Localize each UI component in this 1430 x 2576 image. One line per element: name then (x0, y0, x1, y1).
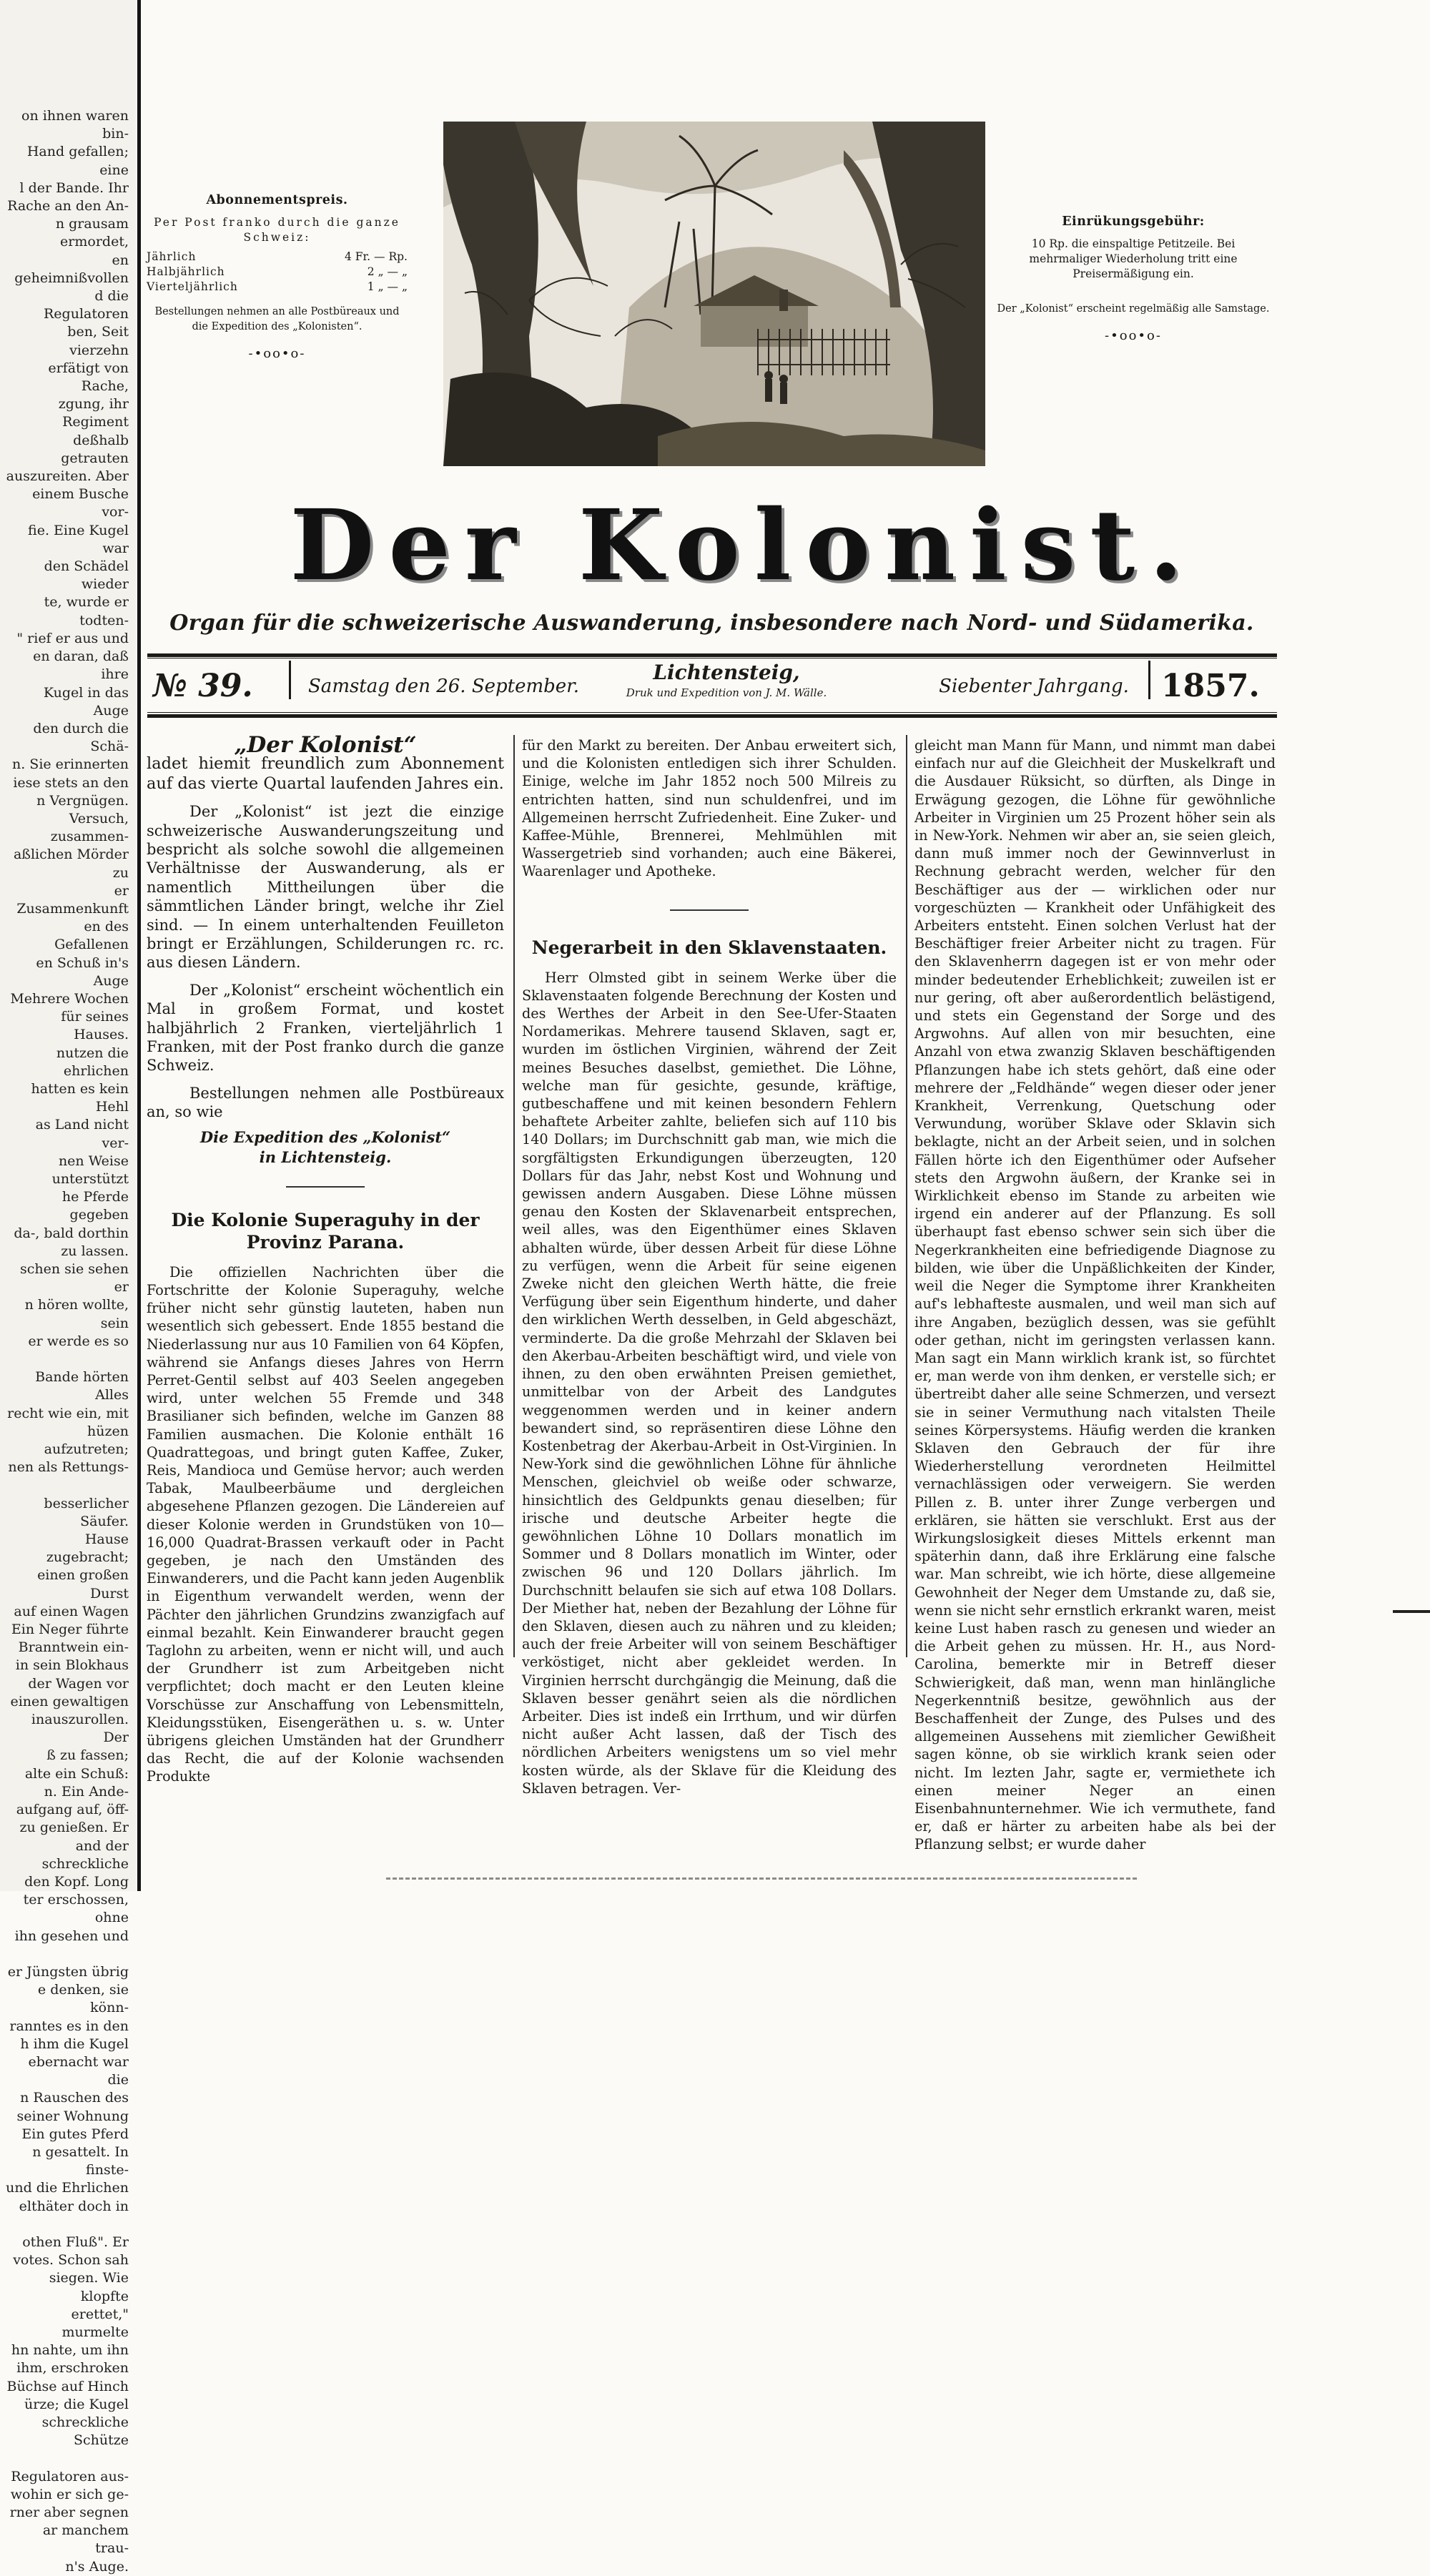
price-period: Vierteljährlich (147, 280, 238, 293)
column-1 (147, 732, 504, 1786)
issue-info-bar (147, 661, 1277, 711)
page-edge-shadow (137, 0, 141, 1891)
price-row (147, 250, 408, 265)
price-period: Jährlich (147, 250, 197, 263)
subscription-price-box (147, 193, 408, 361)
price-value: 1 „ — „ (367, 280, 408, 293)
publication-note: Der „Kolonist“ erscheint regelmäßig alle Samstage. (997, 303, 1270, 315)
adjacent-page-strip (0, 0, 136, 2575)
article-continuation: für den Markt zu bereiten. Der Anbau erweitert sich, und die Kolonisten entledigen sich ihrer Schulden. Einige, welche im Jahr 1852 noch 500 Milreis zu entrichten hatten, sind nun schuldenfrei, und im Allgemeinen herrscht Zufriedenheit. Eine Zuker- und Kaffee-Mühle, Brennerei, Mehlmühlen mit Wassergetrieb sind vorhanden; auch eine Bäkerei, Waarenlager und Apotheke. (522, 737, 897, 880)
subscription-ad-paragraph: Der „Kolonist“ erscheint wöchentlich ein Mal in großem Format, und kostet halbjährlich 2 Franken, vierteljährlich 1 Franken, mit der Post franko durch die ganze Schweiz. (147, 981, 504, 1075)
scan-edge-marks (386, 1867, 1137, 1880)
printer-line: Druk und Expedition von J. M. Wälle. (626, 686, 827, 699)
adjacent-page-text: on ihnen waren bin- Hand gefallen; eine l der Bande. Ihr Rache an den An- n grausam ermordet, en geheimnißvollen d die Regulatoren ben, Seit vierzehn erfätigt von Rache, zgung, ihr Regiment deßhalb getrauten auszureiten. Aber einem Busche vor- fie. Eine Kugel war den Schädel wieder te, wurde er todten- " rief er aus und en daran, daß ihre Kugel in das Auge den durch die Schä- n. Sie erinnerten iese stets an den n Vergnügen. Versuch, zusammen- aßlichen Mörder zu er Zusammenkunft en des Gefallenen en Schuß in's Auge Mehrere Wochen für seines Hauses. nutzen die ehrlichen hatten es kein Hehl as Land nicht ver- nen Weise unterstützt he Pferde gegeben da-, bald dorthin zu lassen. schen sie sehen er n hören wollte, sein er werde es so Bande hörten Alles recht wie ein, mit hüzen aufzutreten; nen als Rettungs- besserlicher Säufer. Hause zugebracht; einen großen Durst auf einen Wagen Ein Neger führte Branntwein ein- in sein Blokhaus der Wagen vor einen gewaltigen inauszurollen. Der ß zu fassen; alte ein Schuß: n. Ein Ande- aufgang auf, öff- zu genießen. Er and der schreckliche den Kopf. Long ter erschossen, ohne ihn gesehen und er Jüngsten übrig e denken, sie könn- ranntes es in den h ihm die Kugel ebernacht war die n Rauschen des seiner Wohnung Ein gutes Pferd n gesattelt. In finste- und die Ehrlichen elthäter doch in othen Fluß". Er votes. Schon sah siegen. Wie klopfte erettet," murmelte hn nahte, um ihn ihm, erschroken Büchse auf Hinch ürze; die Kugel schreckliche Schütze Regulatoren aus- wohin er sich ge- rner aber segnen ar manchem trau- n's Auge. (6, 108, 129, 2575)
advertising-fee-text: 10 Rp. die einspaltige Petitzeile. Bei mehrmaliger Wiederholung tritt eine Preisermäßigung ein. (1029, 237, 1238, 280)
divider (289, 661, 291, 699)
price-value: 4 Fr. — Rp. (344, 250, 408, 263)
ornament: -•oo•o- (1105, 328, 1162, 343)
section-rule (670, 909, 749, 911)
divider (1148, 661, 1150, 699)
year: 1857. (1161, 668, 1260, 704)
article-title: Negerarbeit in den Sklavenstaaten. (531, 937, 887, 958)
section-rule (286, 1186, 365, 1188)
subscription-ad-paragraph: Bestellungen nehmen alle Postbüreaux an, so wie (147, 1084, 504, 1121)
article-title: Die Kolonie Superaguhy in der Provinz Parana. (171, 1209, 480, 1253)
issue-number: № 39. (153, 668, 253, 704)
article-text: Die offiziellen Nachrichten über die Fortschritte der Kolonie Superaguhy, welche früher nicht sehr günstig lauteten, haben nun wesentlich sich gebessert. Ende 1855 bestand die Niederlassung nur aus 10 Familien von 64 Köpfen, während sie Anfangs dieses Jahres von Herrn Perret-Gentil selbst auf 403 Seelen angegeben wird, unter welchen 55 Fremde und 348 Brasilianer sich befinden, welche im Ganzen 88 Familien ausmachen. Die Kolonie enthält 16 Quadrattegoas, und bringt guten Kaffee, Zuker, Reis, Mandioca und Gemüse hervor; auch werden Tabak, Maulbeerbäume und dergleichen abgesehene Pflanzen gezogen. Die Ländereien auf dieser Kolonie werden in Grundstüken von 10—16,000 Quadrat-Brassen verkauft oder in Pacht gegeben, je nach den Umständen des Einwanderers, und die Pacht kann jeden Augenblik in Eigenthum verwandelt werden, wenn der Pächter den jährlichen Grundzins zwanzigfach auf einmal bezahlt. Kein Einwanderer braucht gegen Taglohn zu arbeiten, wenn er nicht will, und auch der Grundherr ist zum Arbeitgeben nicht verpflichtet; doch macht er den Leuten kleine Vorschüsse zur Anschaffung von Lebensmitteln, Kleidungsstüken, Eisengeräthen u. s. w. Unter übrigens gleichen Umständen hat der Grundherr das Recht, die auf der Kolonie wachsenden Produkte (147, 1263, 504, 1785)
top-rule (147, 653, 1277, 657)
place-name: Lichtensteig, (653, 661, 800, 684)
column-rule (906, 735, 907, 1657)
issue-date: Samstag den 26. September. (308, 676, 580, 697)
subscription-ad-signature: Die Expedition des „Kolonist“ in Lichtensteig. (199, 1127, 451, 1166)
subscription-ad-heading: „Der Kolonist“ (234, 732, 417, 758)
advertising-fee-title: Einrükungsgebühr: (1062, 214, 1205, 229)
ornament: -•oo•o- (248, 346, 306, 361)
advertising-fee-box (994, 214, 1273, 343)
scan-mark (1393, 1610, 1430, 1613)
newspaper-subtitle: Organ für die schweizerische Auswanderung, insbesondere nach Nord- und Südamerika. (169, 611, 1254, 636)
column-2 (522, 736, 897, 1797)
column-3 (914, 736, 1276, 1854)
price-value: 2 „ — „ (367, 265, 408, 278)
article-text: Herr Olmsted gibt in seinem Werke über die Sklavenstaaten folgende Berechnung der Kosten und des Werthes der Arbeit in den See-Ufer-Staaten Nordamerikas. Mehrere tausend Sklaven, sagt er, wurden im östlichen Virginien, während der Zeit meines Besuches daselbst, gemiethet. Die Löhne, welche man für gesichte, gesunde, kräftige, gutbeschaffene und mit keinen besondern Fehlern behaftete Arbeiter zahlte, beliefen sich auf 110 bis 140 Dollars; im Durchschnitt gab man, wie mich die sorgfältigsten Erkundigungen überzeugten, 120 Dollars für das Jahr, nebst Kost und Wohnung und gewissen andern Ausgaben. Diese Löhne müssen genau den Kosten der Sklavenarbeit entsprechen, weil alles, was den Eigenthümer eines Sklaven abhalten würde, über dessen Arbeit für diese Löhne zu verfügen, wenn die Arbeit für seine eigenen Zweke nicht den gleichen Werth hätte, die freie Verfügung über sein Eigenthum hinderte, und daher den wirklichen Werth desselben, in Geld abgeschäzt, verminderte. Da die große Mehrzahl der Sklaven bei den Akerbau-Arbeiten beschäftigt wird, und viele von ihnen, zu den oben erwähnten Preisen gemiethet, unmittelbar von der Arbeit des Landgutes weggenommen werden und in keiner andern bewandert sind, so repräsentiren diese Löhne den Kostenbetrag der Akerbau-Arbeit in Ost-Virginien. In New-York sind die gewöhnlichen Löhne für ähnliche Menschen, gleichviel ob weiße oder schwarze, hinsichtlich des Geldpunkts genau dieselben; für irische und deutsche Arbeiter hegte die gewöhnlichen Löhne 10 Dollars monatlich im Sommer und 8 Dollars monatlich im Winter, oder zwischen 96 und 120 Dollars jährlich. Im Durchschnitt belaufen sie sich auf etwa 108 Dollars. Der Miether hat, neben der Bezahlung der Löhne für den Sklaven, diesen auch zu nähren und zu kleiden; auch der freie Arbeiter will von seinem Beschäftiger verköstiget, nicht aber gekleidet werden. In Virginien herrscht durchgängig die Meinung, daß die Sklaven besser genährt seien als die nördlichen Arbeiter. Dies ist indeß ein Irrthum, und wir dürfen nicht außer Acht lassen, daß der Tisch des nördlichen Arbeiters wenigstens um so viel mehr kosten würde, als der Sklave für die Kleidung des Sklaven betragen. Ver- (522, 969, 897, 1797)
masthead-illustration (443, 122, 985, 466)
column-rule (513, 735, 515, 1657)
price-row (147, 265, 408, 280)
price-period: Halbjährlich (147, 265, 225, 278)
subscription-intro: Per Post franko durch die ganze Schweiz: (154, 216, 400, 244)
publication-place (576, 661, 877, 701)
volume: Siebenter Jahrgang. (939, 676, 1129, 697)
bottom-rule-thin (147, 712, 1277, 713)
subscription-ad-paragraph: Der „Kolonist“ ist jezt die einzige schweizerische Auswanderungszeitung und bespricht als solche sowohl die allgemeinen Verhältnisse der Auswanderung, als er namentlich Mittheilungen über die sämmtlichen Länder bringt, welche ihr Ziel sind. — In einem unterhaltenden Feuilleton bringt er Erzählungen, Schilderungen rc. rc. aus diesen Ländern. (147, 803, 504, 972)
subscription-title: Abonnementspreis. (206, 193, 348, 207)
price-row (147, 280, 408, 295)
subscription-ad-intro: ladet hiemit freundlich zum Abonnement auf das vierte Quartal laufenden Jahres ein. (147, 754, 504, 793)
newspaper-title: Der Kolonist. (290, 488, 1198, 603)
article-continuation: gleicht man Mann für Mann, und nimmt man dabei einfach nur auf die Gleichheit der Muskelkraft und die Ausdauer Rüksicht, so dürften, als Dinge in Erwägung gezogen, die Löhne für gewöhnliche Arbeiter in Virginien um 25 Prozent höher sein als in New-York. Nehmen wir aber an, sie seien gleich, dann muß immer noch der Gewinnverlust in Rechnung gebracht werden, welcher für den Beschäftiger aus der — wirklichen oder nur vorgeschüzten — Krankheit oder Unfähigkeit des Arbeiters entsteht. Einen solchen Verlust hat der Beschäftiger freier Arbeiter nicht zu tragen. Für den Sklavenherrn dagegen ist er von mehr oder minder bedeutender Erheblichkeit; zuweilen ist er nur gering, oft aber außerordentlich belästigend, und stets ein Gegenstand der Sorge und des Argwohns. Auf allen von mir besuchten, eine Anzahl von etwa zwanzig Sklaven beschäftigenden Pflanzungen habe ich stets gehört, daß eine oder mehrere der „Feldhände“ wegen dieser oder jener Krankheit, Verrenkung, Quetschung oder Verwundung, worüber Sklave oder Sklavin sich beklagte, nicht an der Arbeit seien, und in solchen Fällen hörte ich den Eigenthümer oder Aufseher stets den Argwohn äußern, der Kranke sei in Wirklichkeit ebenso im Stande zu arbeiten wie irgend ein anderer auf der Pflanzung. Es soll überhaupt fast ebenso schwer sein sich über die Negerkrankheiten eine befriedigende Diagnose zu bilden, wie über die Unpäßlichkeiten der Kinder, weil die Neger die Symptome ihrer Krankheiten auf's lebhafteste ausmalen, und weil man sich auf ihre Angaben, bezüglich dessen, was sie gefühlt oder gethan, nicht im geringsten verlassen kann. Man sagt ein Mann wirklich krank ist, so fürchtet er, man werde von ihm denken, er verstelle sich; er übertreibt daher alle seine Schmerzen, und versezt sie in seiner Vermuthung nach vitalsten Theile seines Körpersystems. Häufig werden die kranken Sklaven den Gebrauch der für ihre Wiederherstellung verordneten Heilmittel vernachlässigen oder verweigern. Sie werden Pillen z. B. unter ihrer Zunge verbergen und erklären, sie hätten sie verschlukt. Erst aus der Wirkungslosigkeit dieses Mittels erkennt man späterhin dann, daß ihre Erklärung eine falsche war. Man schreibt, wie ich hörte, diese allgemeine Gewohnheit der Neger dem Umstande zu, daß sie, wenn sie nicht sehr ernstlich erkrankt waren, meist keine Lust haben rasch zu genesen und wieder an die Arbeit gehen zu müssen. Hr. H., aus Nord-Carolina, bemerkte mir in Betreff dieser Schwierigkeit, daß man, wenn man hinlängliche Negerkenntniß besitze, gewöhnlich aus der Beschaffenheit der Zunge, des Pulses und des allgemeinen Aussehens mit ziemlicher Gewißheit sagen könne, ob sie wirklich krank seien oder nicht. Im lezten Jahr, sagte er, vermiethete ich einen meiner Neger an einen Eisenbahnunternehmer. Wie ich vermuthete, fand er, daß er härter zu arbeiten habe als bei der Pflanzung selbst; er wurde daher (914, 737, 1276, 1853)
subscription-note: Bestellungen nehmen an alle Postbüreaux und die Expedition des „Kolonisten“. (154, 306, 400, 332)
bottom-rule (147, 714, 1277, 718)
